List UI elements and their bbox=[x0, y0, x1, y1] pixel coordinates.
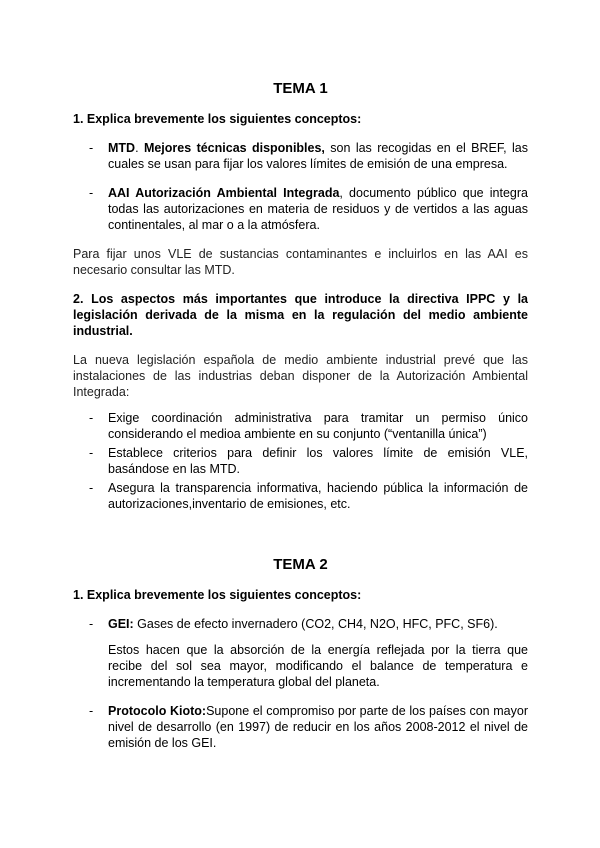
tema2-question-1: 1. Explica brevemente los siguientes conceptos: bbox=[73, 588, 362, 602]
concept-aai-term: AAI Autorización Ambiental Integrada bbox=[108, 186, 340, 200]
tema1-concepts-list bbox=[73, 140, 528, 233]
concept-gei-term: GEI: bbox=[108, 617, 134, 631]
concept-kioto-text: Supone el compromiso por parte de los países con mayor nivel de desarrollo (en 1997) de reducir en los años 2008-2012 el nivel de emisión de los GEI. bbox=[108, 704, 529, 750]
concept-gei-detail: Estos hacen que la absorción de la energía reflejada por la tierra que recibe del sol sea mayor, modificando el balance de temperatura e incrementando la temperatura global del planeta. bbox=[108, 643, 528, 689]
tema1-title: TEMA 1 bbox=[273, 80, 328, 97]
concept-aai-text: , documento público que integra todas las autorizaciones en materia de residuos y de vertidos a las aguas continentales, al mar o a la atmósfera. bbox=[108, 186, 528, 232]
tema2-title: TEMA 2 bbox=[273, 556, 328, 573]
concept-kioto-term: Protocolo Kioto: bbox=[108, 704, 207, 718]
concept-gei bbox=[73, 616, 528, 632]
concept-kioto bbox=[73, 703, 528, 751]
tema1-question-2: 2. Los aspectos más importantes que introduce la directiva IPPC y la legislación derivada de la misma en la regulación del medio ambiente industrial. bbox=[73, 292, 528, 338]
concept-mtd bbox=[73, 140, 528, 172]
aspect-item: - Exige coordinación administrativa para tramitar un permiso único considerando el medioa ambiente en su conjunto (“ventanilla única”) bbox=[73, 410, 528, 442]
concept-mtd-term: MTD bbox=[108, 141, 136, 155]
tema2-concepts-list bbox=[73, 616, 528, 632]
tema1-paragraph-2: La nueva legislación española de medio ambiente industrial prevé que las instalaciones de las industrias deban disponer de la Autorización Ambiental Integrada: bbox=[73, 353, 528, 399]
concept-mtd-sep: . bbox=[135, 141, 144, 155]
tema1-aspects-list bbox=[73, 410, 528, 512]
aspect-item: - Establece criterios para definir los valores límite de emisión VLE, basándose en las MTD. bbox=[73, 445, 528, 477]
concept-mtd-bold: Mejores técnicas disponibles, bbox=[143, 141, 325, 155]
concept-mtd-text: son las recogidas en el BREF, las cuales se usan para fijar los valores límites de emisión de una empresa. bbox=[108, 141, 528, 171]
tema1-paragraph-1: Para fijar unos VLE de sustancias contaminantes e incluirlos en las AAI es necesario consultar las MTD. bbox=[73, 247, 528, 277]
concept-aai bbox=[73, 185, 528, 233]
tema2-concepts-list-2 bbox=[73, 703, 528, 751]
concept-gei-text: Gases de efecto invernadero (CO2, CH4, N2O, HFC, PFC, SF6). bbox=[133, 617, 498, 631]
aspect-item: - Asegura la transparencia informativa, haciendo pública la información de autorizaciones,inventario de emisiones, etc. bbox=[73, 480, 528, 512]
tema1-question-1: 1. Explica brevemente los siguientes conceptos: bbox=[73, 112, 362, 126]
